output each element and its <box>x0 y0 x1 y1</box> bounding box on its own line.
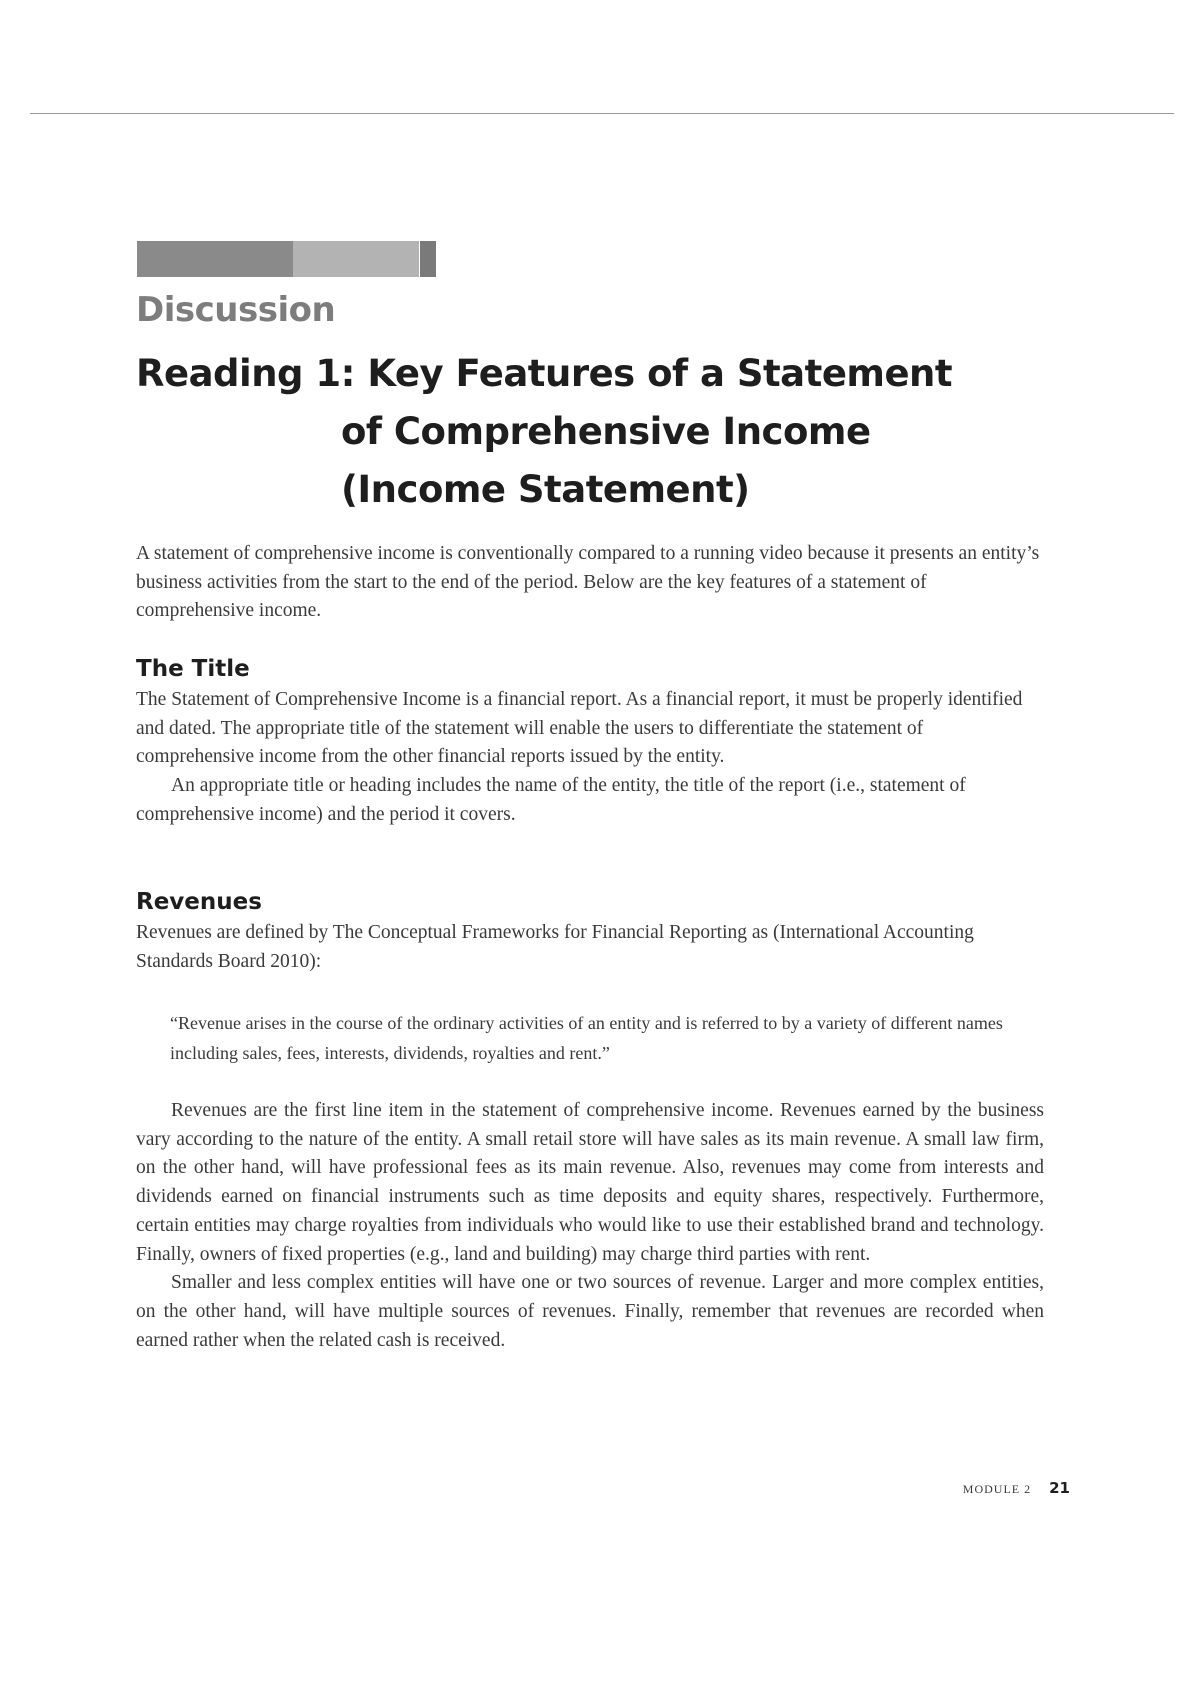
title-section-paragraph-2: An appropriate title or heading includes the name of the entity, the title of the report (i.e., statement of comprehensive income) and the period it covers. <box>136 775 966 825</box>
revenues-paragraph-3: Smaller and less complex entities will have one or two sources of revenue. Larger and more complex entities, on the other hand, will have multiple sources of revenues. Finally, remember that revenues are recorded when earned rather when the related cash is received. <box>136 1272 1044 1351</box>
page-number: 21 <box>1049 1479 1070 1497</box>
revenues-heading: Revenues <box>136 889 262 915</box>
decoration-segment-dark <box>137 241 293 277</box>
title-section-block <box>136 686 1044 830</box>
revenues-body-block <box>136 1097 1044 1355</box>
intro-paragraph: A statement of comprehensive income is conventionally compared to a running video because it presents an entity’s business activities from the start to the end of the period. Below are the key features of a statement of comprehensive income. <box>136 543 1040 622</box>
title-line-2: of Comprehensive Income <box>341 410 871 453</box>
section-label: Discussion <box>136 290 336 330</box>
revenues-intro-block <box>136 919 1044 976</box>
revenues-paragraph-1: Revenues are defined by The Conceptual Frameworks for Financial Reporting as (International Accounting Standards Board 2010): <box>136 922 974 972</box>
decoration-segment-light <box>293 241 419 277</box>
revenue-definition-quote: “Revenue arises in the course of the ordinary activities of an entity and is referred to by a variety of different names including sales, fees, interests, dividends, royalties and rent.” <box>170 1013 1003 1063</box>
decoration-segment-end <box>420 241 436 277</box>
title-section-paragraph-1: The Statement of Comprehensive Income is a financial report. As a financial report, it must be properly identified and dated. The appropriate title of the statement will enable the users to differentiate the statement of comprehensive income from the other financial reports issued by the entity. <box>136 689 1023 768</box>
footer-module-label: MODULE 2 <box>962 1482 1032 1496</box>
revenues-paragraph-2: Revenues are the first line item in the statement of comprehensive income. Revenues earned by the business vary according to the nature of the entity. A small retail store will have sales as its main revenue. A small law firm, on the other hand, will have professional fees as its main revenue. Also, revenues may come from interests and dividends earned on financial instruments such as time deposits and equity shares, respectively. Furthermore, certain entities may charge royalties from individuals who would like to use their established brand and technology. Finally, owners of fixed properties (e.g., land and building) may charge third parties with rent. <box>136 1100 1044 1265</box>
title-line-1: Reading 1: Key Features of a Statement <box>136 352 953 395</box>
page-title <box>136 345 1036 519</box>
page-footer <box>963 1479 1070 1497</box>
section-decoration-bar <box>137 241 436 277</box>
title-section-heading: The Title <box>136 656 250 682</box>
header-rule <box>30 113 1174 114</box>
title-line-3: (Income Statement) <box>341 468 750 511</box>
intro-block <box>136 540 1044 626</box>
